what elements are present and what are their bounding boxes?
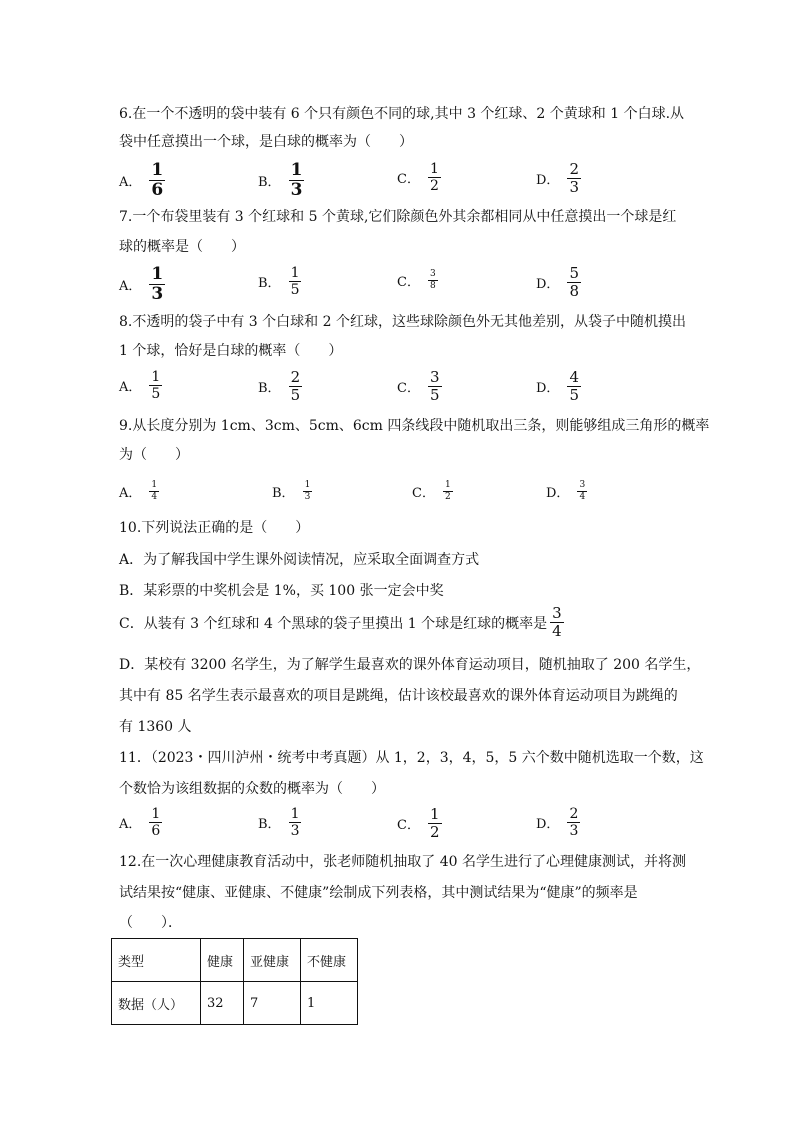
option-label: C． [412,486,435,501]
option-label: A． [119,380,142,395]
q11-option-d [536,807,580,838]
option-label: D． [536,381,560,396]
q12-stem-line3: （ ）． [119,915,182,931]
q6-option-a [119,162,165,199]
q6-stem-line2: 袋中任意摸出一个球，是白球的概率为（ ） [119,134,413,150]
table-row [112,982,358,1025]
q7-option-a [119,266,165,303]
q11-option-a [119,807,162,838]
q9-option-b [272,481,312,502]
fraction: $\frac{1}{2}$ [444,480,451,502]
q10-option-a: A．为了解我国中学生课外阅读情况，应采取全面调查方式 [119,552,480,568]
q6-option-b [258,162,304,199]
q11-option-c [397,807,442,840]
header-healthy: 健康 [201,939,244,982]
q10-option-b: B．某彩票的中奖机会是 1%，买 100 张一定会中奖 [119,583,444,599]
option-label: B． [258,276,281,291]
q12-stem-line2: 试结果按“健康、亚健康、不健康”绘制成下列表格，其中测试结果为“健康”的频率是 [119,885,638,901]
q8-stem-line1: 8.不透明的袋子中有 3 个白球和 2 个红球，这些球除颜色外无其他差别，从袋子中随机摸出 [119,314,686,330]
q9-stem-line1: 9.从长度分别为 1cm、3cm、5cm、6cm 四条线段中随机取出三条，则能够组成三角形的概率 [119,418,710,434]
cell-row-label: 数据（人） [112,982,201,1025]
option-label: D． [536,817,560,832]
option-label: A． [119,817,142,832]
fraction: $\frac{1}{2}$ [429,805,440,841]
option-label: C． [397,172,420,187]
option-label: A． [119,279,142,294]
option-label: B． [258,175,281,190]
header-unhealthy: 不健康 [301,939,358,982]
q10-option-d-line3: 有 1360 人 [119,719,192,735]
q9-option-d [546,481,587,502]
option-label: B． [272,486,295,501]
cell-subhealthy: 7 [244,982,301,1025]
fraction: $\frac{5}{8}$ [569,264,579,300]
fraction: $\frac{2}{3}$ [569,806,579,839]
q12-stem-line1: 12.在一次心理健康教育活动中，张老师随机抽取了 40 名学生进行了心理健康测试，并将测 [119,854,686,870]
option-label: C． [397,818,420,833]
option-label: C． [397,275,420,290]
q8-stem-line2: 1 个球，恰好是白球的概率（ ） [119,343,343,359]
fraction: $\frac{1}{3}$ [304,480,311,502]
q10-option-d-line1: D．某校有 3200 名学生，为了解学生最喜欢的课外体育运动项目，随机抽取了 200 名学生， [119,657,701,673]
fraction: $\frac{1}{3}$ [151,264,164,304]
option-label: D． [536,277,560,292]
q8-option-b [258,370,302,403]
option-label: D． [546,486,570,501]
fraction: $\frac{3}{8}$ [429,269,436,291]
cell-healthy: 32 [201,982,244,1025]
q11-stem-line2: 个数恰为该组数据的众数的概率为（ ） [119,781,385,797]
option-label: B． [258,817,281,832]
q9-option-a [119,481,159,502]
q7-option-d [536,266,581,299]
option-label: A． [119,175,142,190]
fraction: $\frac{1}{3}$ [290,806,300,839]
q6-option-d [536,162,581,195]
fraction: $\frac{1}{4}$ [151,480,158,502]
fraction: $\frac{2}{3}$ [569,160,579,196]
q8-option-a [119,370,162,401]
q7-option-c [397,270,438,291]
fraction: $\frac{1}{3}$ [290,160,303,200]
q6-stem-line1: 6.在一个不透明的袋中装有 6 个只有颜色不同的球,其中 3 个红球、2 个黄球和 1 个白球.从 [119,106,685,122]
fraction: $\frac{2}{5}$ [290,368,301,404]
fraction: $\frac{3}{4}$ [552,604,562,640]
option-label: C． [397,381,420,396]
fraction: $\frac{1}{5}$ [151,369,161,402]
q10-option-d-line2: 其中有 85 名学生表示最喜欢的项目是跳绳，估计该校最喜欢的课外体育运动项目为跳绳的 [119,688,678,704]
q10-option-c [119,606,564,639]
option-c-text: C．从装有 3 个红球和 4 个黑球的袋子里摸出 1 个球是红球的概率是 [119,615,548,632]
fraction: $\frac{1}{5}$ [290,265,300,298]
header-subhealthy: 亚健康 [244,939,301,982]
header-type: 类型 [112,939,201,982]
q11-stem-line1: 11．（2023・四川泸州・统考中考真题）从 1，2，3，4，5，5 六个数中随机选取一个数，这 [119,750,704,766]
q9-stem-line2: 为（ ） [119,447,189,463]
q6-option-c [397,162,441,193]
q10-stem: 10.下列说法正确的是（ ） [119,520,310,536]
fraction: $\frac{1}{6}$ [151,160,164,200]
fraction: $\frac{4}{5}$ [569,368,579,404]
q7-option-b [258,266,301,297]
table-header-row [112,939,358,982]
q8-option-d [536,370,581,403]
option-label: D． [536,173,560,188]
option-label: A． [119,486,142,501]
q8-option-c [397,370,442,403]
q9-option-c [412,481,453,502]
q12-data-table [111,938,358,1025]
q11-option-b [258,807,301,838]
option-label: B． [258,381,281,396]
q7-stem-line2: 球的概率是（ ） [119,239,245,255]
fraction: $\frac{1}{2}$ [429,161,439,194]
fraction: $\frac{3}{5}$ [429,368,440,404]
fraction: $\frac{1}{6}$ [151,806,161,839]
fraction: $\frac{3}{4}$ [579,480,586,502]
q7-stem-line1: 7.一个布袋里装有 3 个红球和 5 个黄球,它们除颜色外其余都相同从中任意摸出一个球是红 [119,209,677,225]
cell-unhealthy: 1 [301,982,358,1025]
